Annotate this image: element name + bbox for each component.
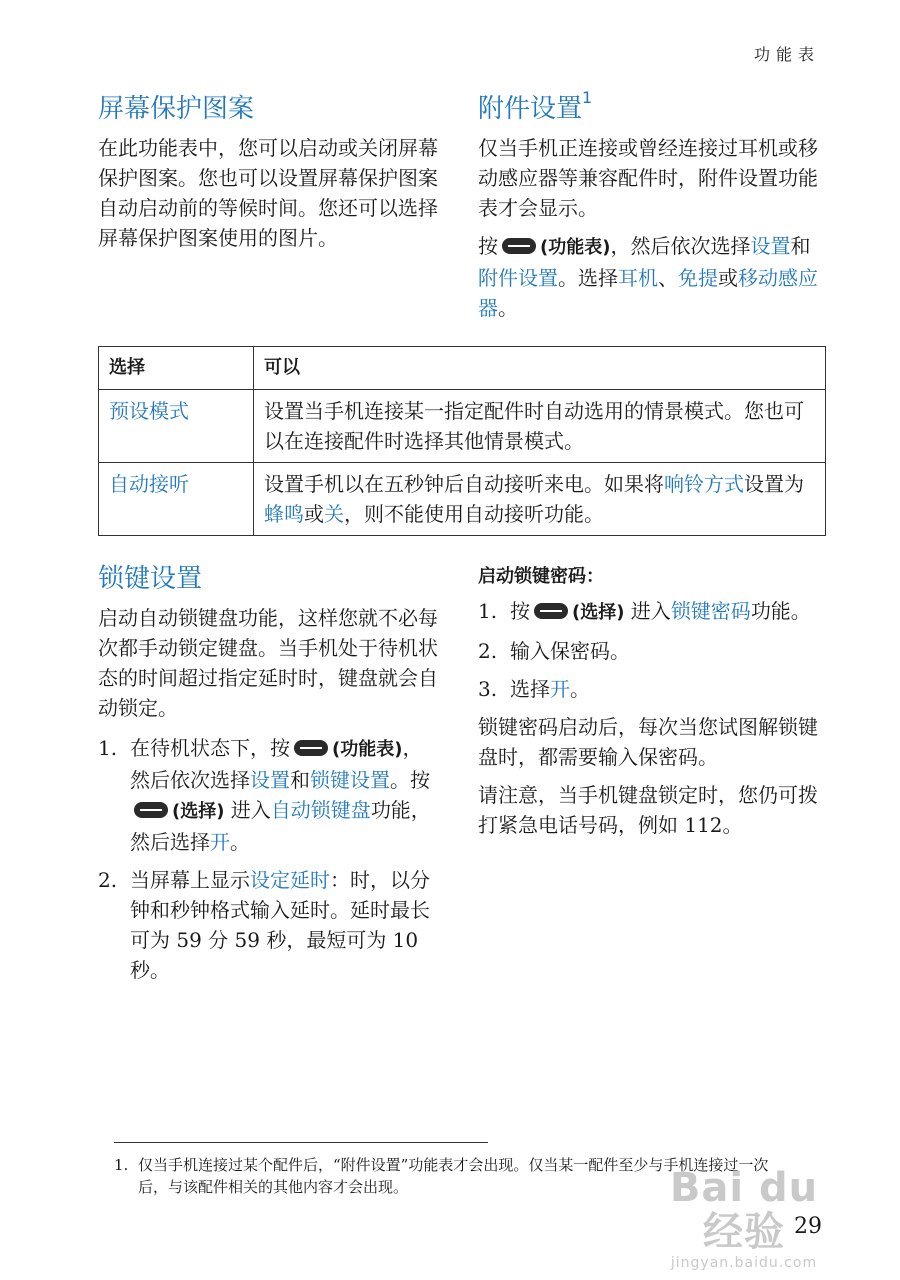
link-ring-mode[interactable]: 响铃方式 [664, 472, 744, 496]
table-header-option: 选择 [99, 347, 254, 390]
option-preset-profile[interactable]: 预设模式 [109, 399, 189, 423]
option-desc: 设置当手机连接某一指定配件时自动选用的情景模式。您也可以在连接配件时选择其他情景模式。 [254, 390, 826, 463]
screensaver-title: 屏幕保护图案 [98, 94, 255, 124]
menu-link-settings[interactable]: 设置 [250, 768, 290, 792]
accessory-body: 仅当手机正连接或曾经连接过耳机或移动感应器等兼容配件时，附件设置功能表才会显示。 [478, 136, 818, 220]
option-auto-answer[interactable]: 自动接听 [109, 472, 189, 496]
accessory-instructions: 按 (功能表)，然后依次选择设置和附件设置。选择耳机、免提或移动感应器。 [478, 234, 818, 320]
screensaver-section [98, 88, 438, 253]
keylock-section [98, 558, 442, 993]
option-desc: 设置手机以在五秒钟后自动接听来电。如果将响铃方式设置为蜂鸣或关，则不能使用自动接听功能。 [254, 463, 826, 536]
watermark-site: jingyan.baidu.com [670, 1255, 818, 1271]
footnote-number: 1. [114, 1156, 129, 1174]
watermark-brand: Bai du 经验 [669, 1165, 819, 1255]
menu-link-keylock[interactable]: 锁键设置 [310, 768, 390, 792]
table-row [99, 390, 826, 463]
menu-link-sensor[interactable]: 移动感应器 [478, 266, 818, 320]
footnote-divider [114, 1142, 488, 1143]
accessory-title: 附件设置$^1$ [478, 88, 593, 124]
menu-link-security-keyguard[interactable]: 锁键密码 [670, 599, 751, 623]
keylock-title: 锁键设置 [98, 564, 203, 594]
keylock-steps [98, 733, 442, 985]
menu-link-set-delay[interactable]: 设定延时 [250, 868, 330, 892]
security-steps [478, 596, 818, 704]
security-subtitle: 启动锁键密码： [478, 566, 604, 587]
list-item: 1. 在待机状态下，按 (功能表)，然后依次选择设置和锁键设置。按(选择) 进入自动锁键盘功能，然后选择开。 [98, 736, 431, 854]
menu-link-auto-keylock[interactable]: 自动锁键盘 [270, 798, 371, 822]
security-para-2: 请注意，当手机键盘锁定时，您仍可拨打紧急电话号码，例如 112。 [478, 783, 818, 837]
menu-link-on[interactable]: 开 [550, 677, 570, 701]
security-para-1: 锁键密码启动后，每次当您试图解锁键盘时，都需要输入保密码。 [478, 715, 818, 769]
security-keyguard-section [478, 562, 818, 840]
screensaver-body: 在此功能表中，您可以启动或关闭屏幕保护图案。您也可以设置屏幕保护图案自动启动前的等候时间。您还可以选择屏幕保护图案使用的图片。 [98, 136, 438, 250]
list-item: 2. 输入保密码。 [478, 639, 630, 663]
list-item: 3. 选择开。 [478, 677, 590, 701]
list-item: 1. 按 (选择) 进入锁键密码功能。 [478, 599, 811, 623]
softkey-icon [534, 603, 568, 619]
menu-link-on[interactable]: 开 [210, 830, 230, 854]
link-beep[interactable]: 蜂鸣 [264, 502, 304, 526]
menu-link-handsfree[interactable]: 免提 [678, 266, 718, 290]
table-row [99, 463, 826, 536]
footnote-text: 仅当手机连接过某个配件后，“附件设置”功能表才会出现。仅当某一配件至少与手机连接过一次后，与该配件相关的其他内容才会出现。 [138, 1156, 769, 1196]
table-header-desc: 可以 [254, 347, 826, 390]
softkey-icon [294, 740, 328, 756]
section-header: 功能表 [753, 45, 820, 64]
menu-link-settings[interactable]: 设置 [750, 234, 791, 258]
list-item: 2. 当屏幕上显示设定延时：时，以分钟和秒钟格式输入延时。延时最长可为 59 分 59 秒，最短可为 10 秒。 [98, 868, 430, 982]
options-table [98, 346, 826, 536]
accessory-section [478, 88, 818, 323]
footnote-ref[interactable]: 1 [582, 88, 593, 108]
table-header-row [99, 347, 826, 390]
menu-link-headset[interactable]: 耳机 [618, 266, 658, 290]
softkey-icon [502, 238, 536, 254]
menu-link-accessory[interactable]: 附件设置 [478, 266, 558, 290]
page-number: 29 [794, 1214, 822, 1239]
softkey-icon [134, 802, 168, 818]
keylock-body: 启动自动锁键盘功能，这样您就不必每次都手动锁定键盘。当手机处于待机状态的时间超过指定延时时，键盘就会自动锁定。 [98, 606, 438, 720]
link-off[interactable]: 关 [324, 502, 344, 526]
